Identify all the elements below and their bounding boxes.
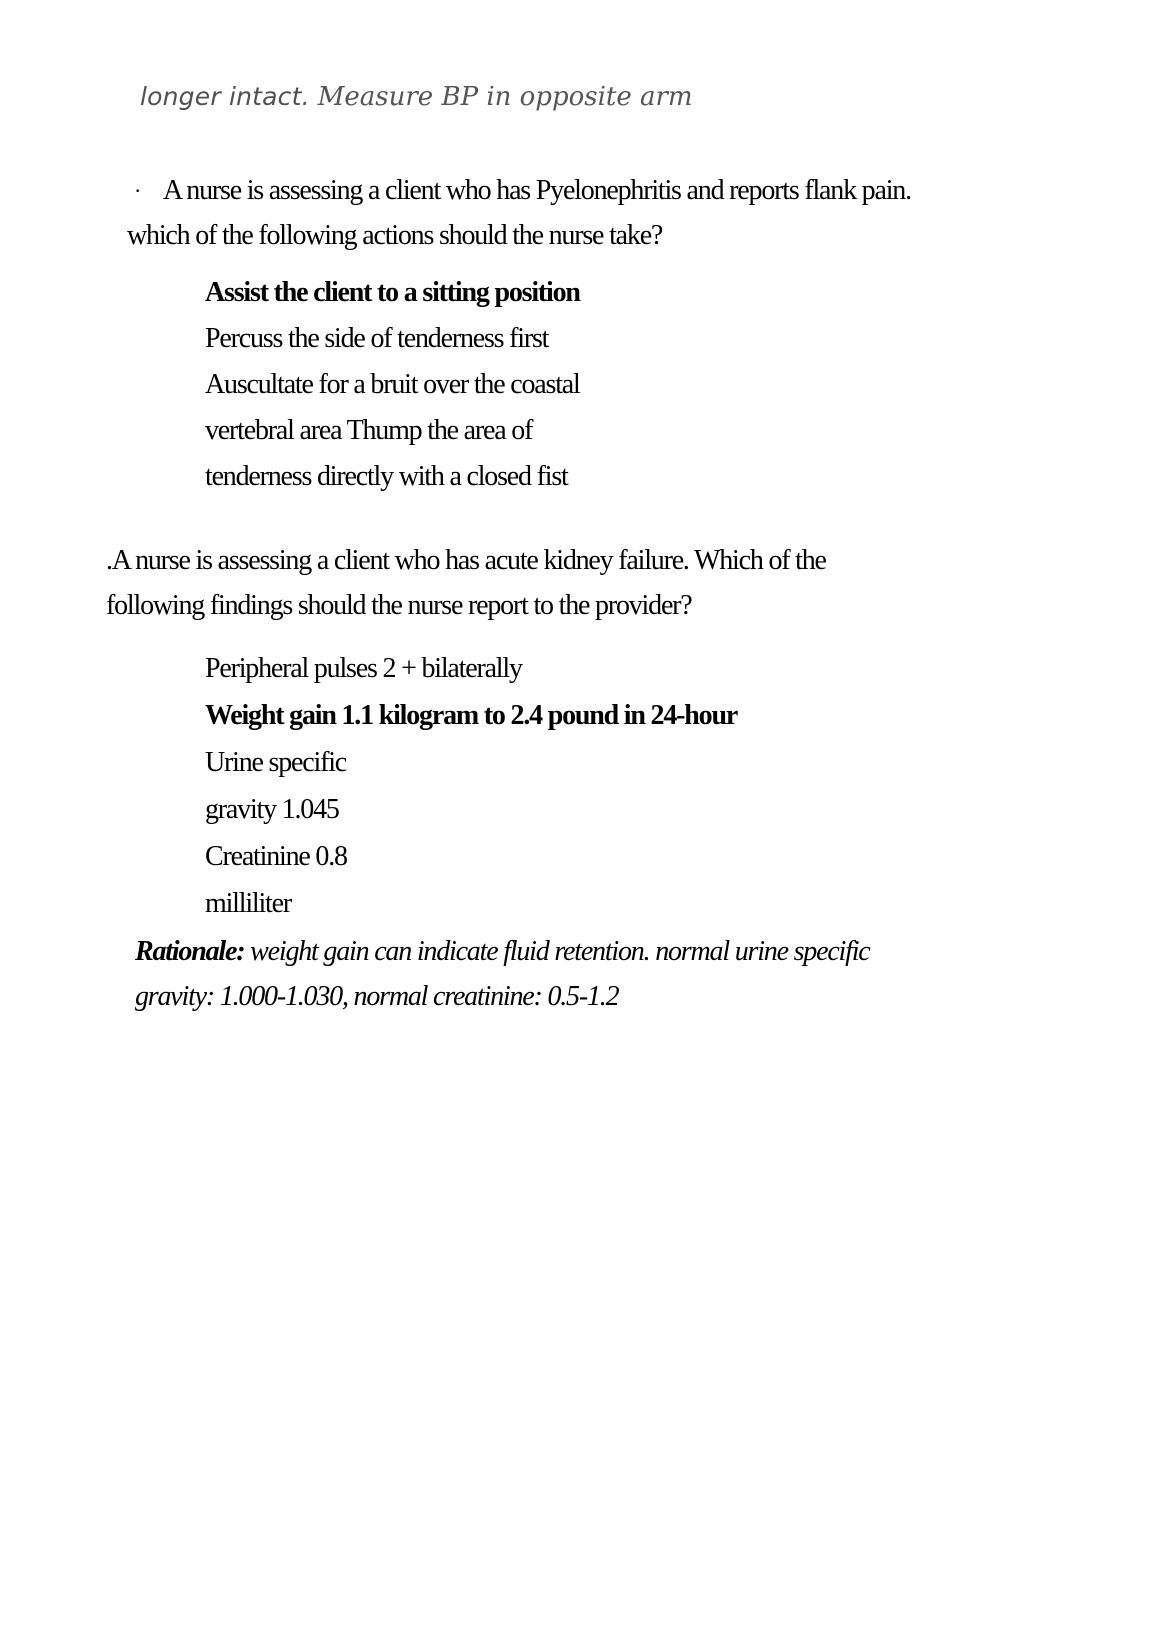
question-1-options (205, 270, 580, 500)
question-1-text-line-1: A nurse is assessing a client who has Pyelonephritis and reports flank pain. (163, 175, 911, 206)
answer-option-q1-3: Auscultate for a bruit over the coastal (205, 369, 580, 400)
question-2 (106, 538, 826, 628)
page-header-fragment (140, 82, 693, 112)
rationale-text-line-1: weight gain can indicate fluid retention. normal urine specific (250, 936, 870, 967)
question-2-text-line-1: .A nurse is assessing a client who has acute kidney failure. Which of the (106, 545, 826, 576)
rationale-line-1 (135, 929, 870, 974)
question-1-text-line-2: which of the following actions should the nurse take? (127, 220, 663, 251)
question-2-text-line-2: following findings should the nurse report to the provider? (106, 590, 692, 621)
question-1 (127, 168, 911, 258)
question-2-options (205, 645, 737, 927)
answer-option-q2-6: milliliter (205, 888, 291, 919)
header-note-text: Measure BP in opposite arm (317, 82, 693, 112)
answer-option-q2-3: Urine specific (205, 747, 347, 778)
question-1-line-1 (127, 168, 911, 213)
answer-option-q2-1: Peripheral pulses 2 + bilaterally (205, 653, 522, 684)
rationale-text-line-2: gravity: 1.000-1.030, normal creatinine: 0.5-1.2 (135, 981, 619, 1012)
answer-option-q2-2: Weight gain 1.1 kilogram to 2.4 pound in 24-hour (205, 700, 738, 731)
rationale-label: Rationale: (135, 936, 245, 967)
answer-option-q1-1: Assist the client to a sitting position (205, 277, 580, 308)
answer-option-q2-5: Creatinine 0.8 (205, 841, 347, 872)
answer-option-q1-4: vertebral area Thump the area of (205, 415, 533, 446)
answer-option-q2-4: gravity 1.045 (205, 794, 339, 825)
header-handwritten-text: longer intact. (140, 82, 310, 111)
answer-option-q1-5: tenderness directly with a closed fist (205, 461, 568, 492)
bullet-marker: · (134, 178, 141, 203)
rationale-section (135, 929, 870, 1019)
answer-option-q1-2: Percuss the side of tenderness first (205, 323, 549, 354)
